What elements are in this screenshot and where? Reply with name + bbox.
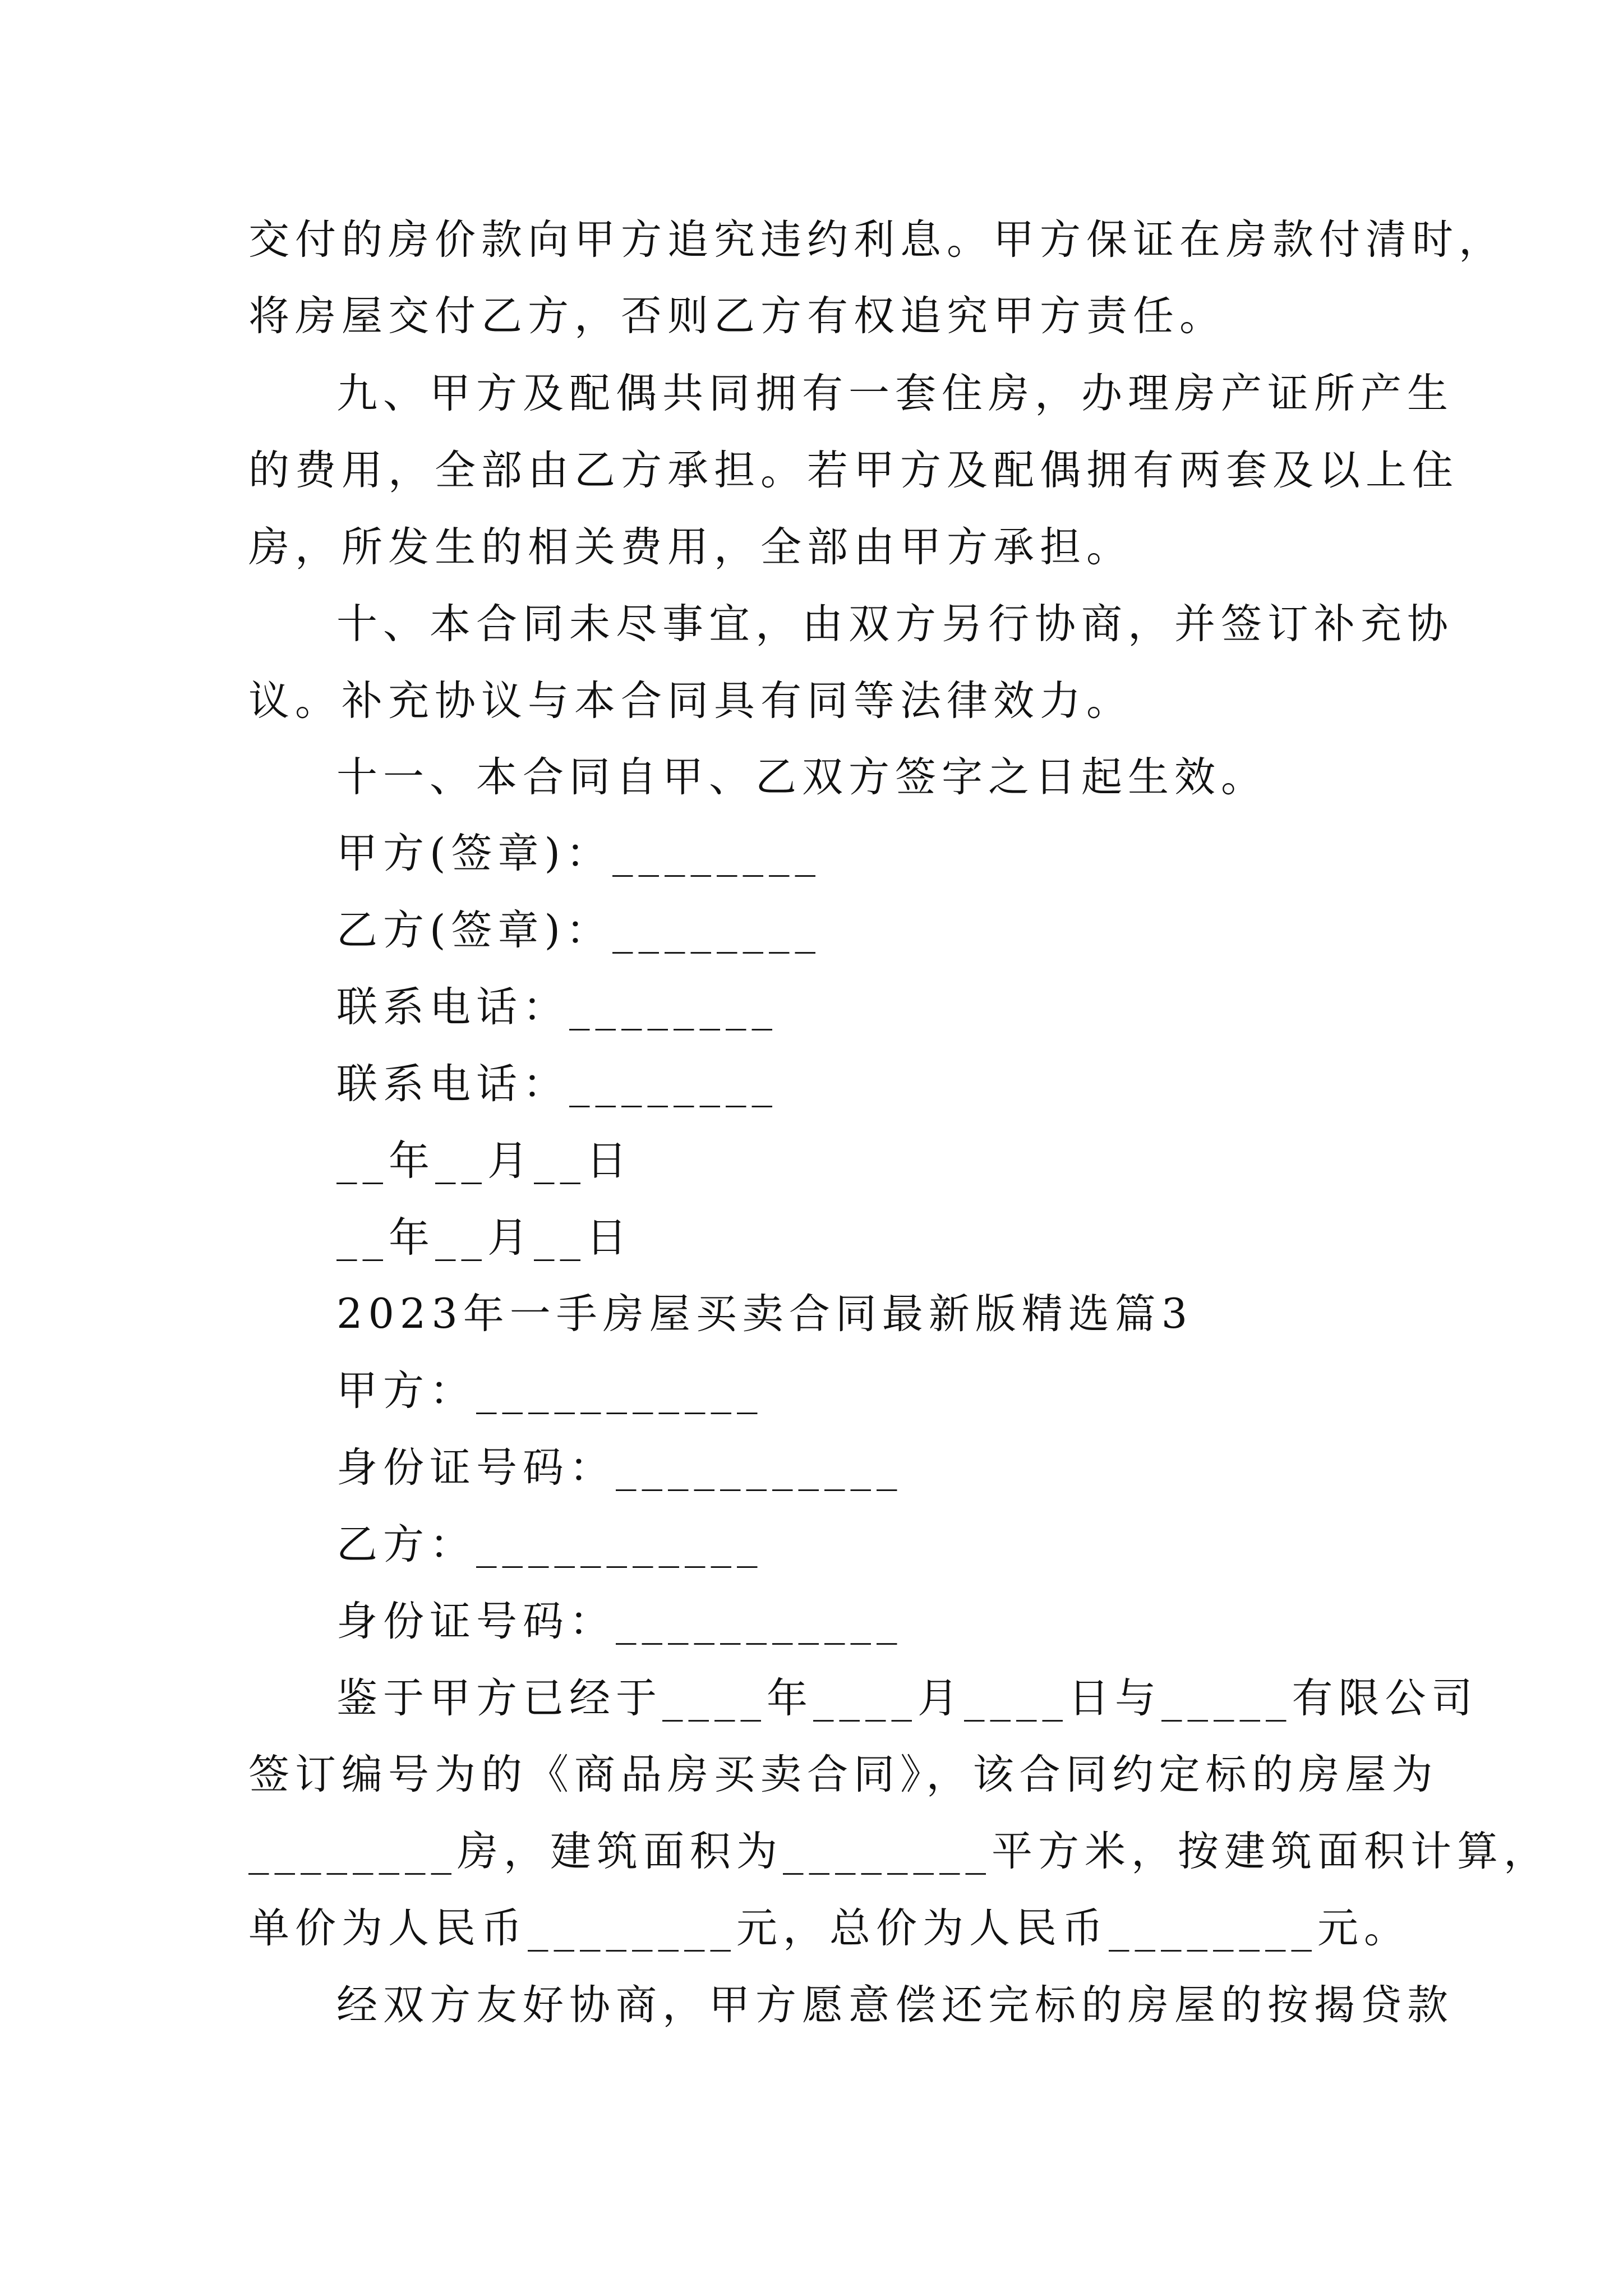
recital-line-3: ________房，建筑面积为________平方米，按建筑面积计算， xyxy=(248,1828,1550,1875)
clause-9-line-1: 九、甲方及配偶共同拥有一套住房，办理房产证所产生 xyxy=(336,370,1454,417)
agreement-line-1: 经双方友好协商，甲方愿意偿还完标的房屋的按揭贷款 xyxy=(336,1981,1454,2029)
clause-9-line-2: 的费用，全部由乙方承担。若甲方及配偶拥有两套及以上住 xyxy=(248,447,1459,494)
section-title: 2023年一手房屋买卖合同最新版精选篇3 xyxy=(336,1290,1193,1338)
party-a-date: __年__月__日 xyxy=(336,1137,633,1185)
party-b-id-field: 身份证号码：___________ xyxy=(336,1598,903,1645)
party-a-signature: 甲方(签章)：________ xyxy=(336,830,821,877)
party-a-id-field: 身份证号码：___________ xyxy=(336,1444,903,1492)
party-a-phone: 联系电话：________ xyxy=(336,983,778,1031)
clause-11: 十一、本合同自甲、乙双方签字之日起生效。 xyxy=(336,753,1267,801)
body-line-2: 将房屋交付乙方，否则乙方有权追究甲方责任。 xyxy=(248,292,1226,340)
party-a-field: 甲方：___________ xyxy=(336,1367,763,1415)
body-line-1: 交付的房价款向甲方追究违约利息。甲方保证在房款付清时， xyxy=(248,216,1505,264)
party-b-date: __年__月__日 xyxy=(336,1214,633,1262)
clause-10-line-1: 十、本合同未尽事宜，由双方另行协商，并签订补充协 xyxy=(336,600,1454,648)
party-b-phone: 联系电话：________ xyxy=(336,1060,778,1108)
party-b-field: 乙方：___________ xyxy=(336,1521,763,1568)
clause-10-line-2: 议。补充协议与本合同具有同等法律效力。 xyxy=(248,677,1133,725)
recital-line-2: 签订编号为的《商品房买卖合同》，该合同约定标的房屋为 xyxy=(248,1751,1438,1798)
party-b-signature: 乙方(签章)：________ xyxy=(336,907,821,954)
recital-line-1: 鉴于甲方已经于____年____月____日与_____有限公司 xyxy=(336,1674,1478,1722)
clause-9-line-3: 房，所发生的相关费用，全部由甲方承担。 xyxy=(248,523,1133,571)
recital-line-4: 单价为人民币________元，总价为人民币________元。 xyxy=(248,1904,1410,1952)
